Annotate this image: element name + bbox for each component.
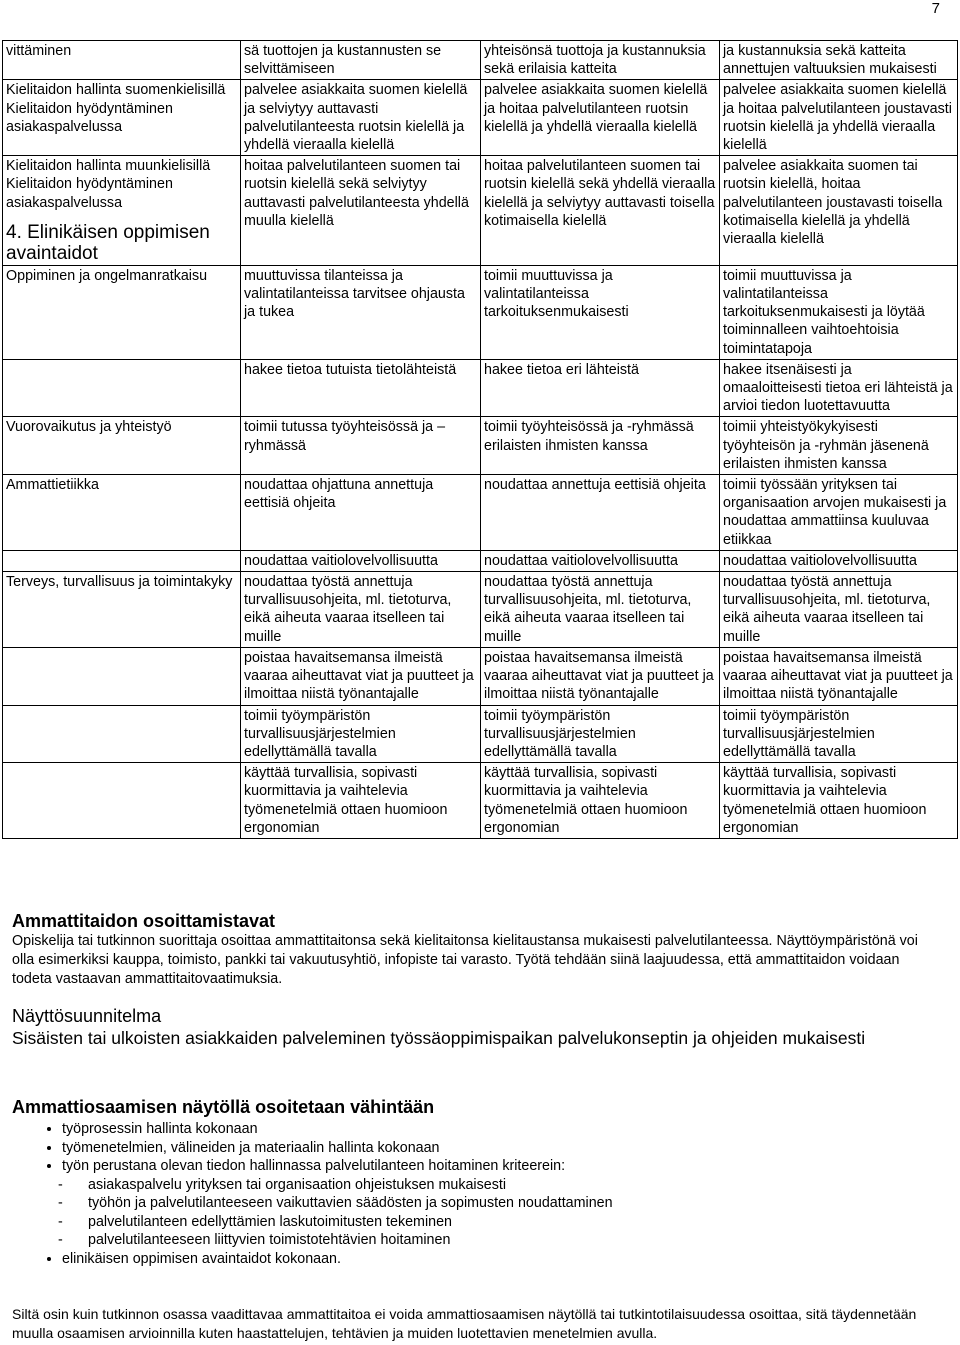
table-cell-hyva: hakee tietoa eri lähteistä <box>481 359 720 417</box>
row-label: Kielitaidon hyödyntäminen asiakaspalvelussa <box>6 100 173 135</box>
table-cell-tyydyttava: palvelee asiakkaita suomen kielellä ja selviytyy auttavasti palvelutilanteesta ruotsin kielellä ja yhdellä vieraalla kielellä <box>241 80 481 156</box>
table-cell-tyydyttava: muuttuvissa tilanteissa ja valintatilanteissa tarvitsee ohjausta ja tukea <box>241 265 481 359</box>
table-cell-kiitettava: hakee itsenäisesti ja omaaloitteisesti tietoa eri lähteistä ja arvioi tiedon luotettavuutta <box>720 359 958 417</box>
table-cell-hyva: yhteisönsä tuottoja ja kustannuksia sekä erilaisia katteita <box>481 41 720 80</box>
row-label: Kielitaidon hallinta suomenkielisillä <box>6 82 226 99</box>
nayttosuunnitelma-section <box>12 1005 942 1050</box>
row-label: Vuorovaikutus ja yhteistyö <box>6 419 172 436</box>
vahintaan-section <box>12 1096 942 1268</box>
osoittamistavat-section <box>12 910 942 989</box>
table-cell-kiitettava: noudattaa työstä annettuja turvallisuusohjeita, ml. tietoturva, eikä aiheuta vaaraa itselleen tai muille <box>720 572 958 648</box>
nayttosuunnitelma-heading: Näyttösuunnitelma <box>12 1006 162 1026</box>
table-row <box>3 359 958 417</box>
table-cell-kiitettava: poistaa havaitsemansa ilmeistä vaaraa aiheuttavat viat ja puutteet ja ilmoittaa niistä työnantajalle <box>720 647 958 705</box>
nayttosuunnitelma-text: Sisäisten tai ulkoisten asiakkaiden palveleminen työssäoppimispaikan palvelukonseptin ja ohjeiden mukaisesti <box>12 1028 866 1048</box>
list-item: • elinikäisen oppimisen avaintaidot kokonaan. <box>62 1250 942 1269</box>
sub-list-item: - palvelutilanteeseen liittyvien toimistotehtävien hoitaminen <box>58 1231 942 1250</box>
table-row <box>3 475 958 551</box>
table-cell-kiitettava: toimii yhteistyökykyisesti työyhteisön ja -ryhmän jäsenenä erilaisten ihmisten kanssa <box>720 417 958 475</box>
row-label: Ammattietiikka <box>6 477 99 494</box>
criteria-sublist <box>58 1176 942 1250</box>
table-cell-hyva: käyttää turvallisia, sopivasti kuormittavia ja vaihtelevia työmenetelmiä ottaen huomioon ergonomian <box>481 763 720 839</box>
list-item: • työprosessin hallinta kokonaan <box>62 1120 942 1139</box>
table-row <box>3 550 958 571</box>
table-cell-tyydyttava: käyttää turvallisia, sopivasti kuormittavia ja vaihtelevia työmenetelmiä ottaen huomioon ergonomian <box>241 763 481 839</box>
table-cell-tyydyttava: poistaa havaitsemansa ilmeistä vaaraa aiheuttavat viat ja puutteet ja ilmoittaa niistä työnantajalle <box>241 647 481 705</box>
table-cell-kiitettava: palvelee asiakkaita suomen tai ruotsin kielellä, hoitaa palvelutilanteen joustavasti toisella kotimaisella kielellä ja yhdellä vieraalla kielellä <box>720 156 958 266</box>
table-row <box>3 156 958 266</box>
criteria-table <box>2 40 958 839</box>
row-label: Oppiminen ja ongelmanratkaisu <box>6 267 208 284</box>
row-label: Kielitaidon hallinta muunkielisillä <box>6 158 211 175</box>
table-cell-hyva: toimii työympäristön turvallisuusjärjestelmien edellyttämällä tavalla <box>481 705 720 763</box>
table-cell-hyva: poistaa havaitsemansa ilmeistä vaaraa aiheuttavat viat ja puutteet ja ilmoittaa niistä työnantajalle <box>481 647 720 705</box>
list-item <box>62 1157 942 1250</box>
table-cell-kiitettava: noudattaa vaitiolovelvollisuutta <box>720 550 958 571</box>
sub-list-item: - työhön ja palvelutilanteeseen vaikuttavien säädösten ja sopimusten noudattaminen <box>58 1194 942 1213</box>
table-cell-tyydyttava: noudattaa ohjattuna annettuja eettisiä ohjeita <box>241 475 481 551</box>
table-row <box>3 41 958 80</box>
footer-note: Siltä osin kuin tutkinnon osassa vaadittavaa ammattitaitoa ei voida ammattiosaamisen näytöllä tai tutkintotilaisuudessa osoittaa, sitä täydennetään muulla osaamisen arvioinnilla kuten haastattelujen, tehtävien ja muiden luotettavien menetelmien avulla. <box>12 1306 917 1341</box>
sub-list-item: - asiakaspalvelu yrityksen tai organisaation ohjeistuksen mukaisesti <box>58 1176 942 1195</box>
table-cell-hyva: toimii muuttuvissa ja valintatilanteissa tarkoituksenmukaisesti <box>481 265 720 359</box>
vahintaan-heading: Ammattiosaamisen näytöllä osoitetaan vähintään <box>12 1097 435 1117</box>
table-cell-hyva: palvelee asiakkaita suomen kielellä ja hoitaa palvelutilanteen ruotsin kielellä ja yhdellä vieraalla kielellä <box>481 80 720 156</box>
table-cell-tyydyttava: sä tuottojen ja kustannusten se selvittämiseen <box>241 41 481 80</box>
table-cell-tyydyttava: noudattaa työstä annettuja turvallisuusohjeita, ml. tietoturva, eikä aiheuta vaaraa itselleen tai muille <box>241 572 481 648</box>
table-row <box>3 647 958 705</box>
table-cell-hyva: toimii työyhteisössä ja -ryhmässä erilaisten ihmisten kanssa <box>481 417 720 475</box>
table-cell-kiitettava: toimii muuttuvissa ja valintatilanteissa tarkoituksenmukaisesti ja löytää toiminnalleen vaihtoehtoisia toimintatapoja <box>720 265 958 359</box>
table-cell-tyydyttava: toimii tutussa työyhteisössä ja –ryhmässä <box>241 417 481 475</box>
row-label: Kielitaidon hyödyntäminen asiakaspalvelussa <box>6 176 173 211</box>
table-cell-kiitettava: ja kustannuksia sekä katteita annettujen valtuuksien mukaisesti <box>720 41 958 80</box>
table-row <box>3 705 958 763</box>
table-cell-tyydyttava: toimii työympäristön turvallisuusjärjestelmien edellyttämällä tavalla <box>241 705 481 763</box>
section-heading: 4. Elinikäisen oppimisen avaintaidot <box>6 221 210 264</box>
table-row <box>3 763 958 839</box>
row-label: vittäminen <box>6 43 72 59</box>
table-row <box>3 572 958 648</box>
page-number: 7 <box>931 0 940 17</box>
osoittamistavat-text: Opiskelija tai tutkinnon suorittaja osoittaa ammattitaitonsa sekä kielitaitonsa kielitaustansa mukaisesti palvelutilanteessa. Näyttöympäristönä voi olla esimerkiksi kauppa, toimisto, pankki tai vakuutusyhtiö, infopiste tai varasto. Työtä tehdään siinä laajuudessa, että ammattitaidon voidaan todeta vastaavan ammattitaitovaatimuksia. <box>12 933 918 987</box>
table-cell-tyydyttava: hoitaa palvelutilanteen suomen tai ruotsin kielellä sekä selviytyy auttavasti palvelutilanteesta yhdellä muulla kielellä <box>241 156 481 266</box>
table-row <box>3 265 958 359</box>
table-cell-hyva: noudattaa vaitiolovelvollisuutta <box>481 550 720 571</box>
table-cell-tyydyttava: hakee tietoa tutuista tietolähteistä <box>241 359 481 417</box>
table-cell-hyva: noudattaa työstä annettuja turvallisuusohjeita, ml. tietoturva, eikä aiheuta vaaraa itselleen tai muille <box>481 572 720 648</box>
table-cell-kiitettava: palvelee asiakkaita suomen kielellä ja hoitaa palvelutilanteen joustavasti ruotsin kielellä ja yhdellä vieraalla kielellä <box>720 80 958 156</box>
table-cell-kiitettava: toimii työympäristön turvallisuusjärjestelmien edellyttämällä tavalla <box>720 705 958 763</box>
requirements-list <box>12 1120 942 1268</box>
table-row <box>3 417 958 475</box>
sub-list-item: - palvelutilanteen edellyttämien laskutoimitusten tekeminen <box>58 1213 942 1232</box>
table-cell-hyva: hoitaa palvelutilanteen suomen tai ruotsin kielellä sekä yhdellä vieraalla kielellä ja selviytyy auttavasti toisella kotimaisella kielellä <box>481 156 720 266</box>
table-row <box>3 80 958 156</box>
list-item: • työmenetelmien, välineiden ja materiaalin hallinta kokonaan <box>62 1139 942 1158</box>
row-label: Terveys, turvallisuus ja toimintakyky <box>6 574 233 591</box>
table-cell-hyva: noudattaa annettuja eettisiä ohjeita <box>481 475 720 551</box>
list-item-text: työn perustana olevan tiedon hallinnassa palvelutilanteen hoitaminen kriteerein: <box>62 1158 566 1174</box>
table-cell-tyydyttava: noudattaa vaitiolovelvollisuutta <box>241 550 481 571</box>
table-cell-kiitettava: käyttää turvallisia, sopivasti kuormittavia ja vaihtelevia työmenetelmiä ottaen huomioon ergonomian <box>720 763 958 839</box>
osoittamistavat-heading: Ammattitaidon osoittamistavat <box>12 911 276 931</box>
table-cell-kiitettava: toimii työssään yrityksen tai organisaation arvojen mukaisesti ja noudattaa ammattiinsa kuuluvaa etiikkaa <box>720 475 958 551</box>
